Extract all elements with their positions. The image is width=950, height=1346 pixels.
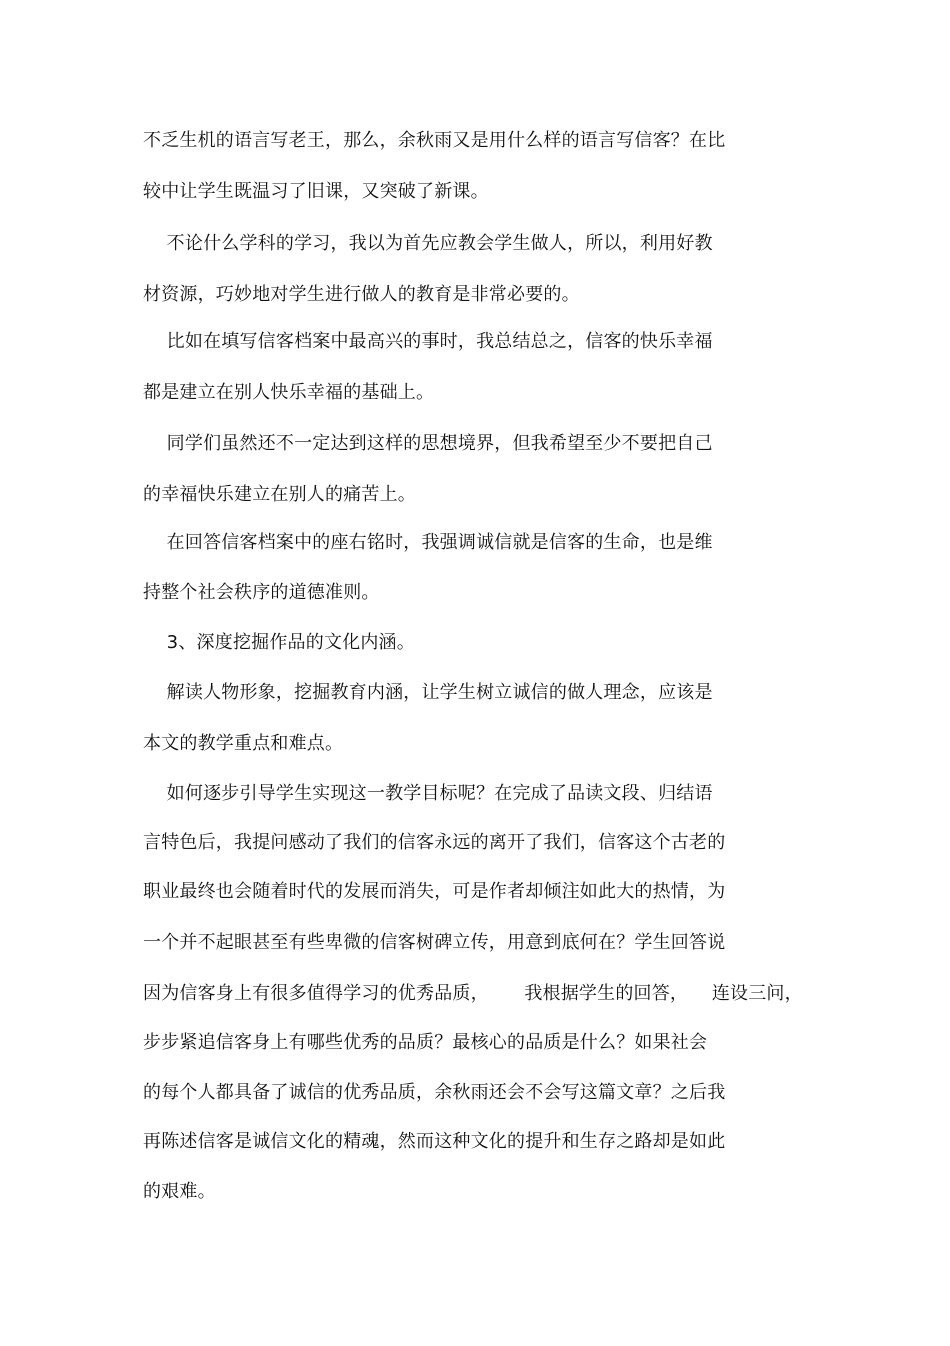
section-heading: 3、深度挖掘作品的文化内涵。 [143, 632, 415, 653]
text-line: 再陈述信客是诚信文化的精魂，然而这种文化的提升和生存之路却是如此 [143, 1131, 726, 1152]
text-line: 同学们虽然还不一定达到这样的思想境界，但我希望至少不要把自己 [143, 433, 713, 454]
text-line: 因为信客身上有很多值得学习的优秀品质， 我根据学生的回答， 连设三问， [143, 983, 803, 1004]
text-line: 持整个社会秩序的道德准则。 [143, 582, 380, 603]
text-line: 的每个人都具备了诚信的优秀品质，余秋雨还会不会写这篇文章？之后我 [143, 1082, 726, 1103]
text-line: 步步紧追信客身上有哪些优秀的品质？最核心的品质是什么？如果社会 [143, 1032, 708, 1053]
text-line: 解读人物形象，挖掘教育内涵，让学生树立诚信的做人理念，应该是 [143, 682, 713, 703]
text-line: 在回答信客档案中的座右铭时，我强调诚信就是信客的生命，也是维 [143, 532, 713, 553]
text-line: 较中让学生既温习了旧课，又突破了新课。 [143, 181, 489, 202]
text-line: 不论什么学科的学习，我以为首先应教会学生做人，所以，利用好教 [143, 233, 713, 254]
text-line: 的艰难。 [143, 1181, 216, 1202]
text-line: 一个并不起眼甚至有些卑微的信客树碑立传，用意到底何在？学生回答说 [143, 932, 726, 953]
text-line: 职业最终也会随着时代的发展而消失，可是作者却倾注如此大的热情，为 [143, 881, 726, 902]
text-line: 的幸福快乐建立在别人的痛苦上。 [143, 484, 416, 505]
text-line: 如何逐步引导学生实现这一教学目标呢？在完成了品读文段、归结语 [143, 783, 713, 804]
text-line: 材资源，巧妙地对学生进行做人的教育是非常必要的。 [143, 284, 580, 305]
text-line: 都是建立在别人快乐幸福的基础上。 [143, 382, 435, 403]
text-line: 本文的教学重点和难点。 [143, 733, 344, 754]
text-line: 不乏生机的语言写老王，那么，余秋雨又是用什么样的语言写信客？在比 [143, 130, 726, 151]
text-line: 言特色后，我提问感动了我们的信客永远的离开了我们，信客这个古老的 [143, 832, 726, 853]
text-line: 比如在填写信客档案中最高兴的事时，我总结总之，信客的快乐幸福 [143, 331, 713, 352]
